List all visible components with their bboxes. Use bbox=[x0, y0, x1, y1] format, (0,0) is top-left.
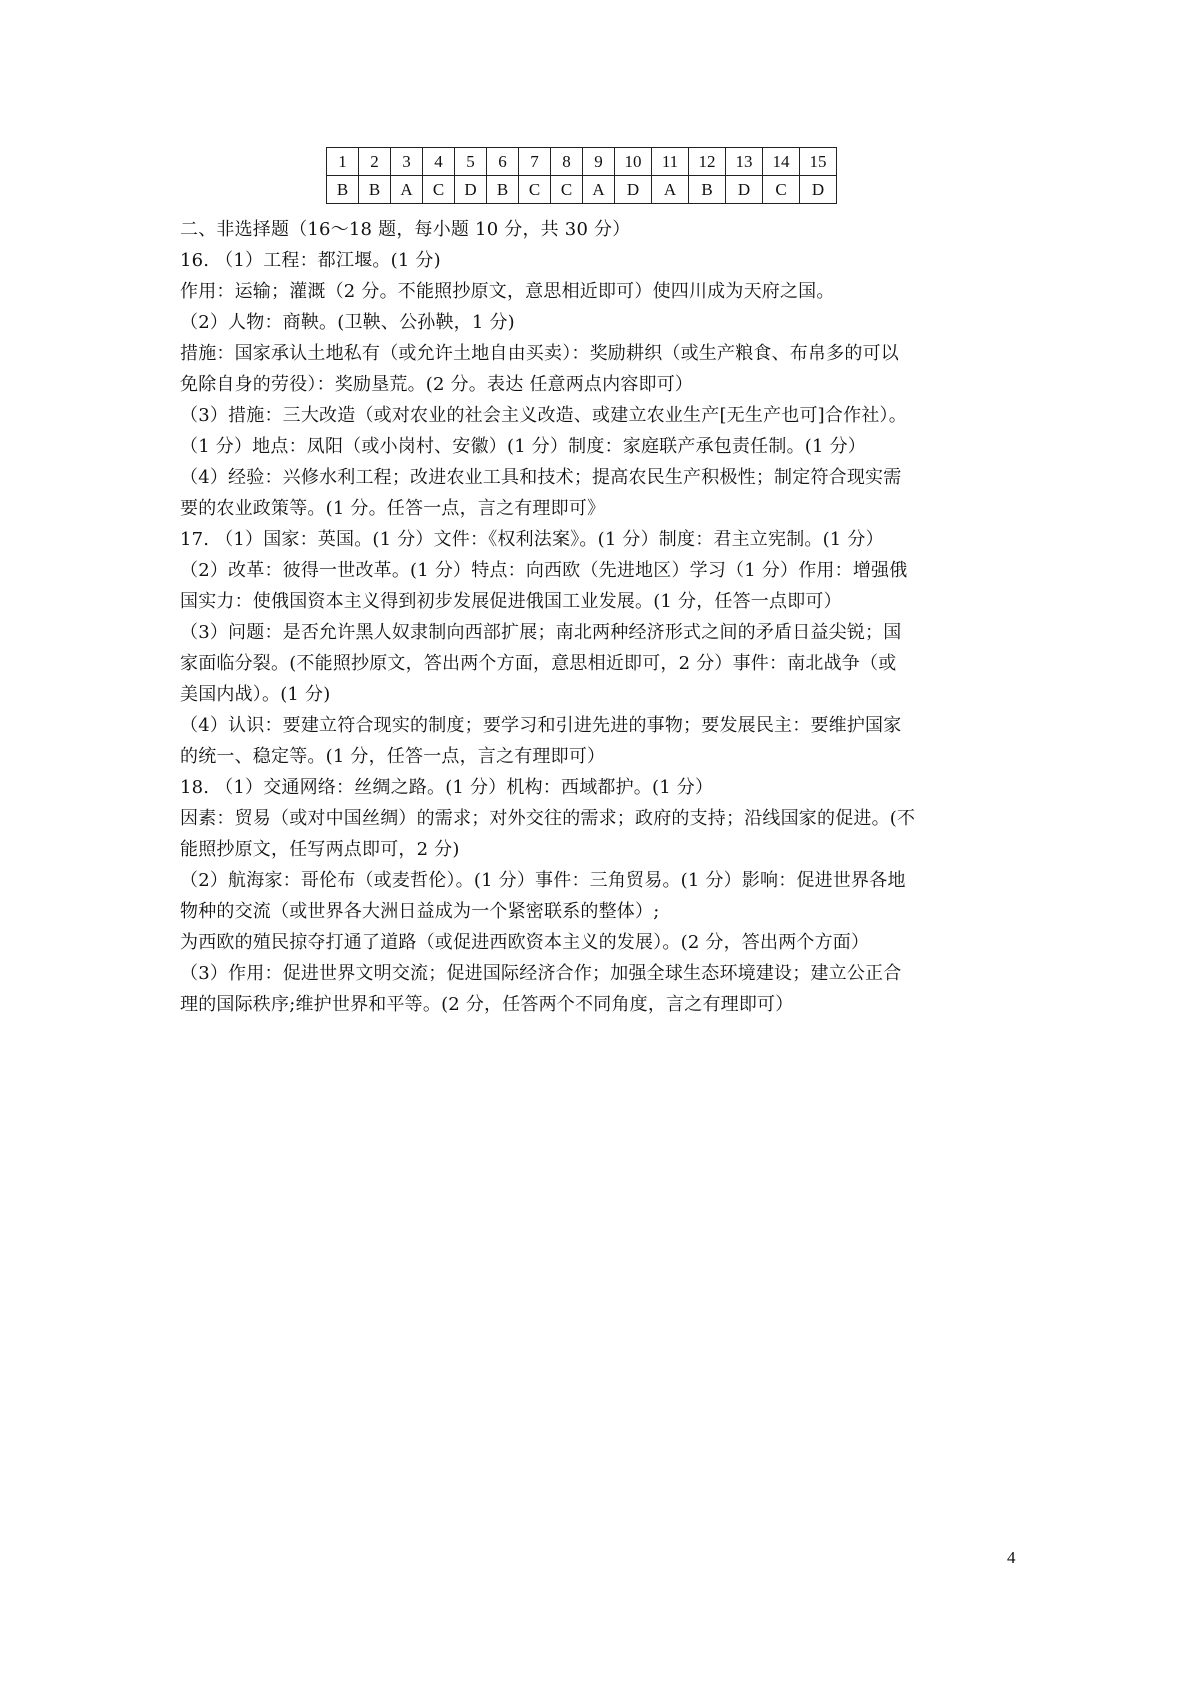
answer-cell: B bbox=[359, 176, 391, 204]
text-line: 理的国际秩序;维护世界和平等。(2 分，任答两个不同角度，言之有理即可） bbox=[180, 994, 794, 1015]
answer-row bbox=[327, 176, 837, 204]
text-line: 物种的交流（或世界各大洲日益成为一个紧密联系的整体）; bbox=[180, 901, 660, 922]
answer-cell: B bbox=[689, 176, 726, 204]
answer-cell: B bbox=[327, 176, 359, 204]
text-line: （2）改革：彼得一世改革。(1 分）特点：向西欧（先进地区）学习（1 分）作用：增强俄 bbox=[180, 560, 908, 581]
answer-cell: D bbox=[615, 176, 652, 204]
answer-cell: C bbox=[423, 176, 455, 204]
text-line: 为西欧的殖民掠夺打通了道路（或促进西欧资本主义的发展）。(2 分，答出两个方面） bbox=[180, 932, 870, 953]
section-heading: 二、非选择题（16～18 题，每小题 10 分，共 30 分） bbox=[180, 219, 631, 240]
text-line: 的统一、稳定等。(1 分，任答一点，言之有理即可） bbox=[180, 746, 606, 767]
text-line: 国实力：使俄国资本主义得到初步发展促进俄国工业发展。(1 分，任答一点即可） bbox=[180, 591, 842, 612]
question-number-cell: 4 bbox=[423, 148, 455, 176]
question-number-cell: 1 bbox=[327, 148, 359, 176]
question-number-cell: 7 bbox=[519, 148, 551, 176]
page-number: 4 bbox=[1007, 1548, 1016, 1567]
question-number-cell: 15 bbox=[800, 148, 837, 176]
text-line: （2）人物：商鞅。(卫鞅、公孙鞅，1 分) bbox=[180, 312, 515, 333]
text-line: （4）经验：兴修水利工程；改进农业工具和技术；提高农民生产积极性；制定符合现实需 bbox=[180, 467, 902, 488]
answer-cell: C bbox=[551, 176, 583, 204]
text-line: 家面临分裂。(不能照抄原文，答出两个方面，意思相近即可，2 分）事件：南北战争（或 bbox=[180, 653, 897, 674]
answer-explanations bbox=[180, 214, 1030, 1020]
text-line: （3）问题：是否允许黑人奴隶制向西部扩展；南北两种经济形式之间的矛盾日益尖锐；国 bbox=[180, 622, 902, 643]
answer-cell: C bbox=[519, 176, 551, 204]
answer-cell: D bbox=[726, 176, 763, 204]
answer-cell: A bbox=[583, 176, 615, 204]
text-line: 因素：贸易（或对中国丝绸）的需求；对外交往的需求；政府的支持；沿线国家的促进。(不 bbox=[180, 808, 916, 829]
answer-cell: A bbox=[391, 176, 423, 204]
question-number-cell: 3 bbox=[391, 148, 423, 176]
answer-cell: B bbox=[487, 176, 519, 204]
text-line: 要的农业政策等。(1 分。任答一点，言之有理即可》 bbox=[180, 498, 606, 519]
text-line: 能照抄原文，任写两点即可，2 分) bbox=[180, 839, 460, 860]
text-line: 措施：国家承认土地私有（或允许土地自由买卖）：奖励耕织（或生产粮食、布帛多的可以 bbox=[180, 343, 899, 364]
question-number-cell: 13 bbox=[726, 148, 763, 176]
question-number-cell: 8 bbox=[551, 148, 583, 176]
text-line: 17. （1）国家：英国。(1 分）文件：《权利法案》。(1 分）制度：君主立宪制。(1 分） bbox=[180, 529, 884, 550]
text-line: （4）认识：要建立符合现实的制度；要学习和引进先进的事物；要发展民主：要维护国家 bbox=[180, 715, 902, 736]
answer-cell: D bbox=[800, 176, 837, 204]
question-number-cell: 12 bbox=[689, 148, 726, 176]
answer-cell: A bbox=[652, 176, 689, 204]
text-line: （3）作用：促进世界文明交流；促进国际经济合作；加强全球生态环境建设；建立公正合 bbox=[180, 963, 902, 984]
question-number-row bbox=[327, 148, 837, 176]
answer-cell: C bbox=[763, 176, 800, 204]
question-number-cell: 5 bbox=[455, 148, 487, 176]
text-line: 18. （1）交通网络：丝绸之路。(1 分）机构：西域都护。(1 分） bbox=[180, 777, 714, 798]
question-number-cell: 6 bbox=[487, 148, 519, 176]
answer-key-table bbox=[326, 147, 837, 204]
text-line: 美国内战）。(1 分) bbox=[180, 684, 331, 705]
question-number-cell: 9 bbox=[583, 148, 615, 176]
text-line: （2）航海家：哥伦布（或麦哲伦）。(1 分）事件：三角贸易。(1 分）影响：促进世界各地 bbox=[180, 870, 906, 891]
text-line: （1 分）地点：凤阳（或小岗村、安徽）(1 分）制度：家庭联产承包责任制。(1 分） bbox=[180, 436, 866, 457]
question-number-cell: 10 bbox=[615, 148, 652, 176]
answer-cell: D bbox=[455, 176, 487, 204]
question-number-cell: 14 bbox=[763, 148, 800, 176]
text-line: （3）措施：三大改造（或对农业的社会主义改造、或建立农业生产[无生产也可]合作社）。 bbox=[180, 405, 907, 426]
question-number-cell: 2 bbox=[359, 148, 391, 176]
text-line: 16. （1）工程：都江堰。(1 分) bbox=[180, 250, 441, 271]
text-line: 免除自身的劳役）：奖励垦荒。(2 分。表达 任意两点内容即可） bbox=[180, 374, 694, 395]
text-line: 作用：运输；灌溉（2 分。不能照抄原文，意思相近即可）使四川成为天府之国。 bbox=[180, 281, 835, 302]
question-number-cell: 11 bbox=[652, 148, 689, 176]
